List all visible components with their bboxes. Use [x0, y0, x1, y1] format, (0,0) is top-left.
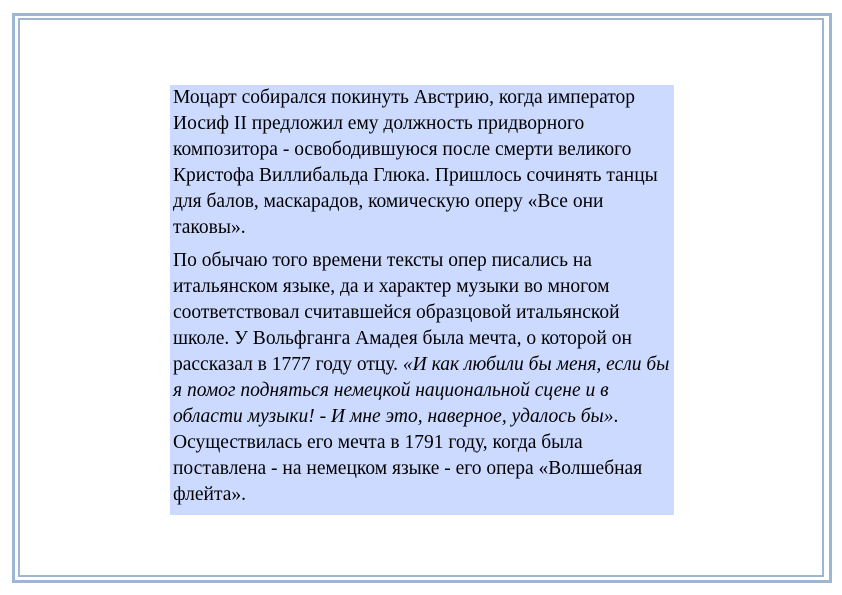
mozart-quote: «И как любили бы меня, если бы я помог подняться немецкой национальной сцене и в области музыки! - И мне это, наверное, удалось бы»	[173, 353, 670, 428]
paragraph-2-end: . Осуществилась его мечта в 1791 году, когда была поставлена - на немецком языке - его опера «Волшебная флейта».	[173, 406, 643, 506]
paragraph-2	[173, 248, 670, 509]
paragraph-1: Моцарт собирался покинуть Австрию, когда император Иосиф II предложил ему должность придворного композитора - освободившуюся после смерти великого Кристофа Виллибальда Глюка. Пришлось сочинять танцы для балов, маскарадов, комическую оперу «Все они таковы».	[173, 87, 658, 239]
text-box	[170, 85, 674, 515]
paragraph-2-start: По обычаю того времени тексты опер писались на итальянском языке, да и характер музыки во многом соответствовал считавшейся образцовой итальянской школе. У Вольфганга Амадея была мечта, о которой он рассказал в 1777 году отцу.	[173, 249, 632, 375]
